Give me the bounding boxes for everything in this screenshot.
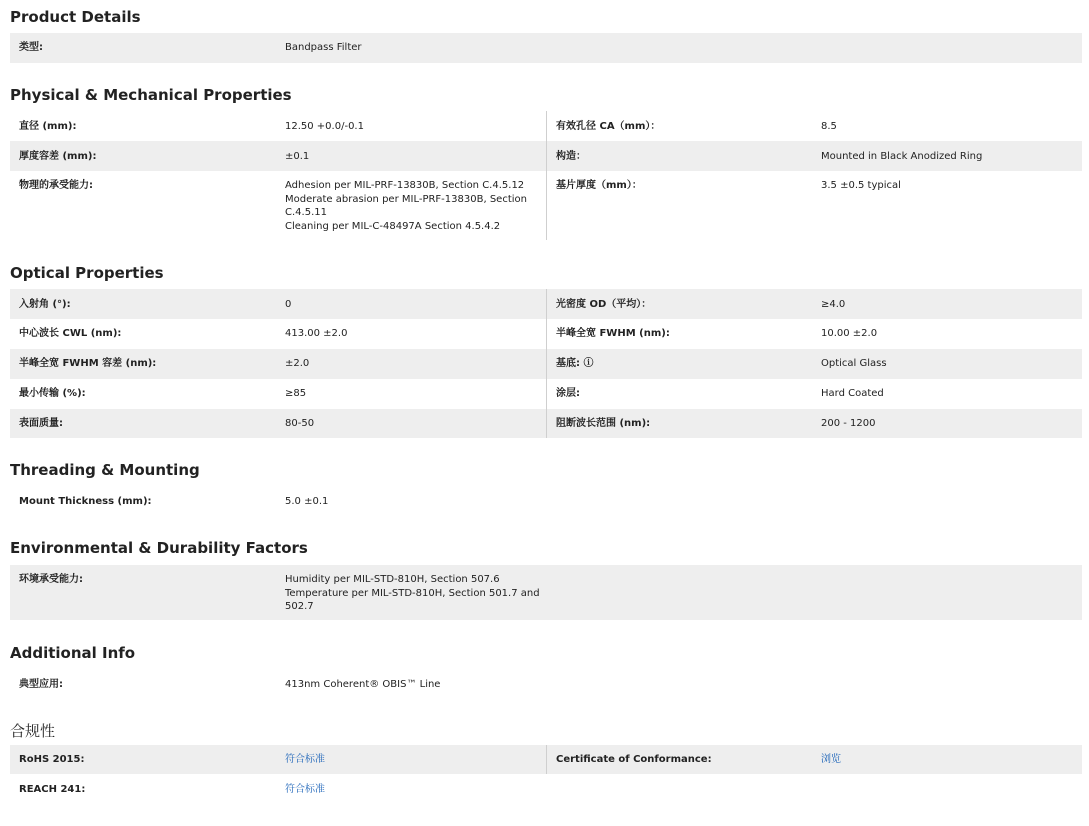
spec-value: Mounted in Black Anodized Ring bbox=[821, 151, 983, 162]
spec-value-multiline bbox=[276, 565, 1082, 620]
spec-label-with-info-icon[interactable]: 基底: ⓘ bbox=[546, 349, 812, 379]
spec-row bbox=[10, 111, 1082, 141]
spec-row bbox=[10, 565, 1082, 620]
reach-compliance-link[interactable]: 符合标准 bbox=[285, 784, 325, 795]
section-product-details bbox=[10, 7, 141, 27]
spec-label: 最小传输 (%): bbox=[19, 388, 86, 399]
spec-value: 80-50 bbox=[285, 418, 315, 429]
value-line: Moderate abrasion per MIL-PRF-13830B, Section bbox=[285, 193, 527, 205]
spec-label: Mount Thickness (mm): bbox=[19, 496, 152, 507]
spec-value: 5.0 ±0.1 bbox=[285, 496, 329, 507]
section-title: Physical & Mechanical Properties bbox=[10, 86, 292, 104]
value-line: Adhesion per MIL-PRF-13830B, Section C.4.5.12 bbox=[285, 180, 525, 191]
spec-label: 环境承受能力: bbox=[19, 574, 83, 585]
spec-value: 10.00 ±2.0 bbox=[821, 328, 878, 339]
section-title: Threading & Mounting bbox=[10, 461, 200, 479]
spec-label: 物理的承受能力: bbox=[19, 180, 93, 191]
spec-row bbox=[10, 775, 1082, 805]
spec-row bbox=[10, 379, 1082, 409]
spec-value: ±2.0 bbox=[285, 358, 310, 369]
spec-value: 0 bbox=[285, 299, 292, 310]
spec-value: 200 - 1200 bbox=[821, 418, 876, 429]
spec-value: Optical Glass bbox=[821, 358, 887, 369]
spec-value: ±0.1 bbox=[285, 151, 310, 162]
spec-value: 8.5 bbox=[821, 121, 837, 132]
spec-value: 413nm Coherent® OBIS™ Line bbox=[285, 679, 441, 690]
spec-label: 中心波长 CWL (nm): bbox=[19, 328, 122, 339]
spec-row bbox=[10, 349, 1082, 379]
spec-label: 典型应用: bbox=[19, 679, 63, 690]
spec-label: 半峰全宽 FWHM (nm): bbox=[546, 319, 812, 349]
spec-value: ≥85 bbox=[285, 388, 307, 399]
spec-row bbox=[10, 409, 1082, 438]
spec-value: 3.5 ±0.5 typical bbox=[821, 180, 901, 191]
spec-label: 表面质量: bbox=[19, 418, 63, 429]
spec-value: Hard Coated bbox=[821, 388, 884, 399]
section-title: Environmental & Durability Factors bbox=[10, 539, 308, 557]
spec-label: 类型: bbox=[19, 42, 43, 53]
value-line: Humidity per MIL-STD-810H, Section 507.6 bbox=[285, 574, 500, 585]
section-title: Product Details bbox=[10, 8, 141, 26]
spec-label: 直径 (mm): bbox=[19, 121, 77, 132]
section-title: Optical Properties bbox=[10, 264, 164, 282]
value-line: Cleaning per MIL-C-48497A Section 4.5.4.2 bbox=[285, 220, 501, 232]
section-title: 合规性 bbox=[10, 722, 56, 740]
spec-value: 413.00 ±2.0 bbox=[285, 328, 348, 339]
rohs-compliance-link[interactable]: 符合标准 bbox=[285, 754, 325, 765]
section-title: Additional Info bbox=[10, 644, 136, 662]
spec-row bbox=[10, 289, 1082, 319]
spec-label: 构造： bbox=[546, 141, 812, 171]
spec-row bbox=[10, 171, 1082, 240]
spec-label: 厚度容差 (mm): bbox=[19, 151, 97, 162]
spec-label: 光密度 OD（平均）： bbox=[546, 289, 812, 319]
spec-row bbox=[10, 319, 1082, 349]
spec-label: 入射角 (°): bbox=[19, 299, 71, 310]
spec-value-multiline bbox=[276, 171, 546, 240]
value-line: 502.7 bbox=[285, 601, 314, 612]
spec-label: RoHS 2015: bbox=[19, 754, 85, 765]
spec-label: Certificate of Conformance: bbox=[546, 745, 812, 774]
spec-label: 基片厚度（mm）： bbox=[546, 171, 812, 240]
spec-row bbox=[10, 33, 1082, 63]
spec-value: 12.50 +0.0/-0.1 bbox=[285, 121, 364, 132]
spec-label: 阻断波长范围 (nm): bbox=[546, 409, 812, 438]
spec-row bbox=[10, 745, 1082, 774]
spec-value: ≥4.0 bbox=[821, 299, 846, 310]
spec-label: 有效孔径 CA（mm）： bbox=[546, 111, 812, 141]
spec-label: REACH 241: bbox=[19, 784, 86, 795]
value-line: Temperature per MIL-STD-810H, Section 501.7 and bbox=[285, 587, 540, 599]
spec-value: Bandpass Filter bbox=[285, 42, 362, 53]
value-line: C.4.5.11 bbox=[285, 207, 327, 218]
spec-row bbox=[10, 141, 1082, 171]
spec-row bbox=[10, 487, 1082, 517]
spec-label: 涂层: bbox=[546, 379, 812, 409]
spec-label: 半峰全宽 FWHM 容差 (nm): bbox=[19, 358, 157, 369]
certificate-view-link[interactable]: 浏览 bbox=[821, 754, 841, 765]
spec-row bbox=[10, 670, 1082, 700]
